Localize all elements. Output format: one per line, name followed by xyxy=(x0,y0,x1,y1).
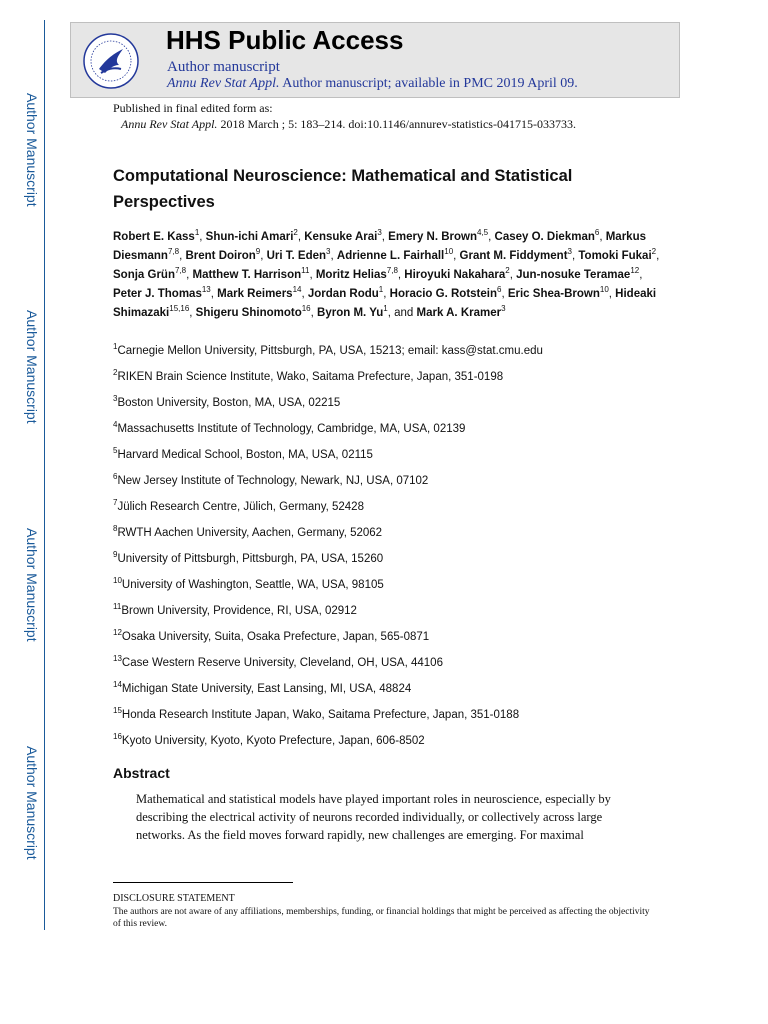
author-name: Kensuke Arai xyxy=(304,231,378,243)
author-affiliation-ref: 6 xyxy=(594,228,600,238)
author-name: Jun-nosuke Teramae xyxy=(516,269,631,281)
affiliation-item xyxy=(113,368,673,394)
affiliation-text: University of Pittsburgh, Pittsburgh, PA, USA, 15260 xyxy=(117,553,384,565)
published-citation xyxy=(113,116,576,132)
author-name: Robert E. Kass xyxy=(113,231,195,243)
author-name: Casey O. Diekman xyxy=(494,231,595,243)
author-affiliation-ref: 3 xyxy=(326,247,331,257)
author-affiliation-ref: 1 xyxy=(378,285,384,295)
author-name: Mark A. Kramer xyxy=(416,307,502,319)
affiliation-text: New Jersey Institute of Technology, Newark, NJ, USA, 07102 xyxy=(117,475,429,487)
affiliation-text: RIKEN Brain Science Institute, Wako, Saitama Prefecture, Japan, 351-0198 xyxy=(117,371,504,383)
abstract-text: Mathematical and statistical models have played important roles in neuroscience, especially by describing the electrical activity of neurons recorded individually, or collectively across large networks. As the field moves forward rapidly, new challenges are emerging. For maximal xyxy=(136,792,611,842)
author-name: Matthew T. Harrison xyxy=(192,269,302,281)
page-title: Computational Neuroscience: Mathematical and Statistical Perspectives xyxy=(113,167,573,211)
author-affiliation-ref: 15,16 xyxy=(169,304,190,314)
author-name: Adrienne L. Fairhall xyxy=(336,250,445,262)
availability-text: Author manuscript; available in PMC 2019 April 09. xyxy=(282,76,578,91)
affiliation-text: Michigan State University, East Lansing, MI, USA, 48824 xyxy=(121,683,412,695)
affiliation-text: Osaka University, Suita, Osaka Prefecture, Japan, 565-0871 xyxy=(121,631,430,643)
affiliation-item xyxy=(113,394,673,420)
sidebar-label: Author Manuscript xyxy=(24,93,40,207)
affiliation-item xyxy=(113,732,673,758)
affiliation-text: Brown University, Providence, RI, USA, 02912 xyxy=(121,605,357,617)
author-affiliation-ref: 7,8 xyxy=(174,266,187,276)
author-name: Markus Diesmann xyxy=(113,231,646,262)
affiliation-text: Massachusetts Institute of Technology, Cambridge, MA, USA, 02139 xyxy=(117,423,466,435)
affiliation-number: 10 xyxy=(113,576,122,586)
author-affiliation-ref: 3 xyxy=(567,247,572,257)
affiliation-text: Case Western Reserve University, Cleveland, OH, USA, 44106 xyxy=(121,657,443,669)
author-affiliation-ref: 7,8 xyxy=(167,247,180,257)
author-affiliation-ref: 4,5 xyxy=(477,228,489,238)
author-name: Emery N. Brown xyxy=(388,231,477,243)
affiliation-text: RWTH Aachen University, Aachen, Germany, 52062 xyxy=(117,527,383,539)
author-name: Moritz Helias xyxy=(315,269,387,281)
affiliation-item xyxy=(113,680,673,706)
affiliation-item xyxy=(113,654,673,680)
affiliation-number: 8 xyxy=(113,524,118,534)
affiliation-number: 6 xyxy=(113,472,118,482)
affiliation-number: 12 xyxy=(113,628,122,638)
affiliation-item xyxy=(113,628,673,654)
citation-text: 2018 March ; 5: 183–214. doi:10.1146/annurev-statistics-041715-033733. xyxy=(220,117,576,131)
affiliation-number: 16 xyxy=(113,732,122,742)
manuscript-subtitle: Author manuscript xyxy=(167,59,280,75)
author-affiliation-ref: 2 xyxy=(293,228,298,238)
author-affiliation-ref: 10 xyxy=(599,285,609,295)
sidebar-label: Author Manuscript xyxy=(24,310,40,424)
affiliation-text: Kyoto University, Kyoto, Kyoto Prefecture, Japan, 606-8502 xyxy=(121,735,425,747)
author-name: Sonja Grün xyxy=(113,269,175,281)
journal-name: Annu Rev Stat Appl. xyxy=(121,117,218,131)
affiliation-text: Harvard Medical School, Boston, MA, USA, 02115 xyxy=(117,449,373,461)
author-name: Shigeru Shinomoto xyxy=(195,307,302,319)
affiliation-number: 4 xyxy=(113,420,118,430)
author-affiliation-ref: 1 xyxy=(383,304,388,314)
author-affiliation-ref: 12 xyxy=(630,266,640,276)
affiliation-text: Jülich Research Centre, Jülich, Germany, 52428 xyxy=(117,501,364,513)
affiliation-number: 7 xyxy=(113,498,118,508)
affiliation-item xyxy=(113,550,673,576)
hhs-title: HHS Public Access xyxy=(166,25,404,55)
author-affiliation-ref: 2 xyxy=(505,266,510,276)
affiliation-item xyxy=(113,602,673,628)
affiliation-text: Carnegie Mellon University, Pittsburgh, PA, USA, 15213; email: kass@stat.cmu.edu xyxy=(117,345,543,357)
author-name: Uri T. Eden xyxy=(266,250,327,262)
author-affiliation-ref: 2 xyxy=(651,247,657,257)
author-name: Shun-ichi Amari xyxy=(205,231,294,243)
author-affiliation-ref: 3 xyxy=(501,304,506,314)
author-name: Grant M. Fiddyment xyxy=(459,250,568,262)
author-name: Hiroyuki Nakahara xyxy=(404,269,506,281)
author-affiliation-ref: 3 xyxy=(377,228,382,238)
hhs-eagle-seal-icon xyxy=(81,31,141,91)
author-affiliation-ref: 13 xyxy=(201,285,211,295)
disclosure-text: The authors are not aware of any affiliations, memberships, funding, or financial holdings that might be perceived as affecting the objectivity of this review. xyxy=(113,907,650,929)
author-name: Peter J. Thomas xyxy=(113,288,202,300)
affiliation-item xyxy=(113,498,673,524)
author-list: Robert E. Kass$^1$, Shun-ichi Amari$^2$, Kensuke Arai$^3$, Emery N. Brown$^{4,5}$, Casey O. Diekman$^6$, Markus Diesmann$^{7,8}$, Brent Doiron$^9$, Uri T. Eden$^3$, Adrienne L. Fairhall$^{10}$, Grant M. Fiddyment$^3$, Tomoki Fukai$^2$, Sonja Grün$^{7,8}$, Matthew T. Harrison$^{11}$, Moritz Helias$^{7,8}$, Hiroyuki Nakahara$^2$, Jun-nosuke Teramae$^{12}$, Peter J. Thomas$^{13}$, Mark Reimers$^{14}$, Jordan Rodu$^1$, Horacio G. Rotstein$^6$, Eric Shea-Brown$^{10}$, Hideaki Shimazaki$^{15,16}$, Shigeru Shinomoto$^{16}$, Byron M. Yu$^1$, and Mark A. Kramer$^3$ xyxy=(113,228,660,319)
footnote-divider xyxy=(113,882,293,883)
affiliation-number: 1 xyxy=(113,342,118,352)
affiliation-number: 2 xyxy=(113,368,118,378)
author-affiliation-ref: 9 xyxy=(255,247,261,257)
author-name: Jordan Rodu xyxy=(307,288,379,300)
affiliation-item xyxy=(113,706,673,732)
author-affiliation-ref: 1 xyxy=(194,228,200,238)
affiliation-number: 14 xyxy=(113,680,122,690)
hhs-header xyxy=(70,22,680,98)
affiliation-text: University of Washington, Seattle, WA, USA, 98105 xyxy=(121,579,384,591)
author-name: Eric Shea-Brown xyxy=(507,288,600,300)
author-name: Brent Doiron xyxy=(185,250,256,262)
affiliation-item xyxy=(113,446,673,472)
author-name: Horacio G. Rotstein xyxy=(389,288,497,300)
affiliation-text: Honda Research Institute Japan, Wako, Saitama Prefecture, Japan, 351-0188 xyxy=(121,709,520,721)
journal-name: Annu Rev Stat Appl. xyxy=(167,76,280,91)
affiliation-number: 9 xyxy=(113,550,118,560)
disclosure-heading: DISCLOSURE STATEMENT xyxy=(113,893,235,904)
sidebar-rule xyxy=(44,20,45,930)
affiliation-item xyxy=(113,342,673,368)
affiliation-number: 13 xyxy=(113,654,122,664)
manuscript-availability xyxy=(167,76,578,92)
sidebar-label: Author Manuscript xyxy=(24,528,40,642)
affiliation-number: 3 xyxy=(113,394,118,404)
author-affiliation-ref: 10 xyxy=(444,247,454,257)
published-label: Published in final edited form as: xyxy=(113,101,273,115)
affiliation-item xyxy=(113,576,673,602)
affiliation-item xyxy=(113,524,673,550)
author-affiliation-ref: 11 xyxy=(301,266,310,276)
affiliation-list xyxy=(113,342,673,758)
author-affiliation-ref: 6 xyxy=(497,285,502,295)
author-affiliation-ref: 16 xyxy=(301,304,311,314)
author-name: Byron M. Yu xyxy=(317,307,384,319)
affiliation-number: 11 xyxy=(113,602,122,612)
author-affiliation-ref: 7,8 xyxy=(386,266,398,276)
affiliation-item xyxy=(113,420,673,446)
affiliation-number: 15 xyxy=(113,706,122,716)
published-info xyxy=(113,100,576,132)
author-name: Hideaki Shimazaki xyxy=(113,288,657,319)
author-affiliation-ref: 14 xyxy=(292,285,302,295)
author-name: Tomoki Fukai xyxy=(578,250,652,262)
affiliation-item xyxy=(113,472,673,498)
affiliation-text: Boston University, Boston, MA, USA, 02215 xyxy=(117,397,341,409)
abstract-heading: Abstract xyxy=(113,765,170,781)
author-name: Mark Reimers xyxy=(217,288,293,300)
sidebar-label: Author Manuscript xyxy=(24,746,40,860)
affiliation-number: 5 xyxy=(113,446,118,456)
